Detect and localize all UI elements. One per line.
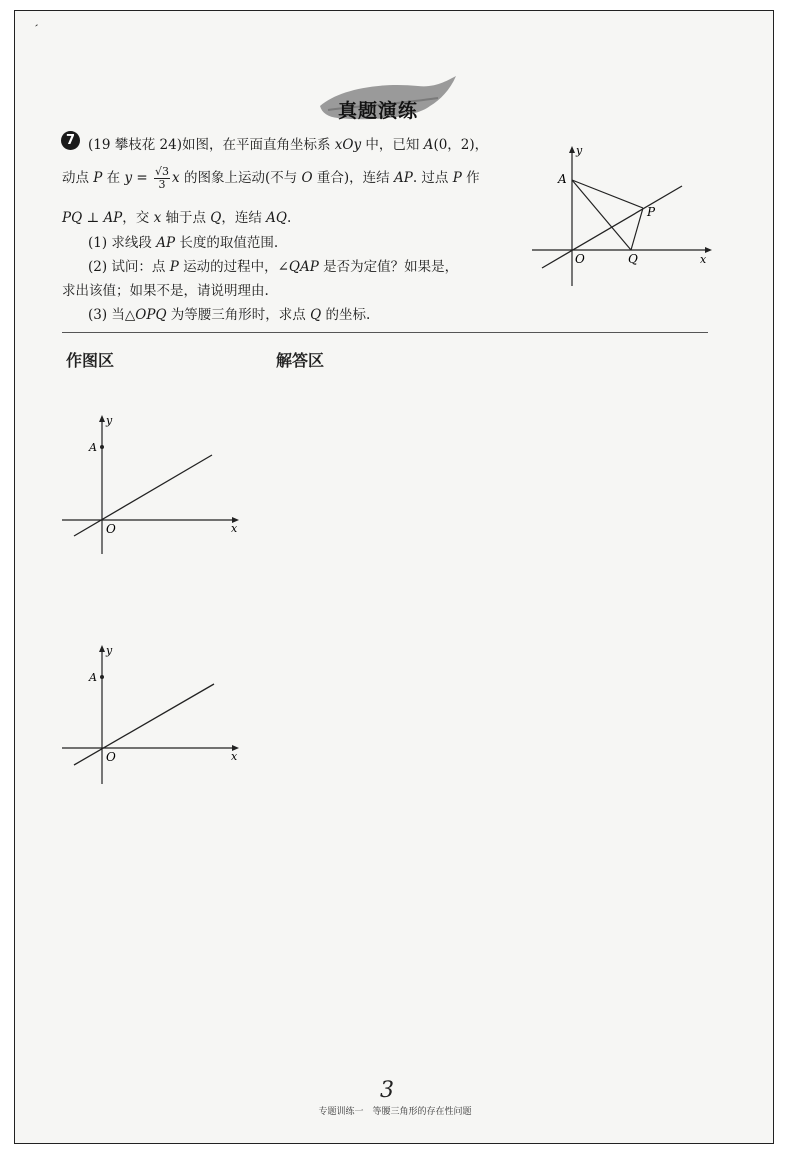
drawing-figure-1 bbox=[58, 410, 248, 560]
drawing-figure-2 bbox=[58, 640, 248, 790]
label-y: y bbox=[576, 144, 583, 157]
label-A: A bbox=[89, 441, 97, 454]
fraction: $\frac{√3}{3}$ bbox=[155, 165, 170, 191]
question-line-1: (19 攀枝花 24)如图，在平面直角坐标系 xOy 中，已知 A(0，2)， bbox=[88, 137, 489, 153]
page-number: 3 bbox=[380, 1078, 394, 1103]
segment-AQ bbox=[572, 180, 631, 250]
label-O: O bbox=[575, 252, 585, 266]
footer-title: 专题训练一 等腰三角形的存在性问题 bbox=[318, 1107, 472, 1117]
label-O: O bbox=[106, 522, 116, 536]
question-source: (19 攀枝花 24) bbox=[88, 137, 182, 153]
point-A bbox=[100, 445, 104, 449]
label-A: A bbox=[558, 172, 567, 186]
question-number-badge: 7 bbox=[61, 131, 80, 150]
label-O: O bbox=[106, 750, 116, 764]
question-figure bbox=[528, 140, 718, 290]
question-line-3: PQ ⊥ AP，交 x 轴于点 Q，连结 AQ. bbox=[62, 210, 292, 226]
label-Q: Q bbox=[628, 252, 638, 266]
segment-AP bbox=[572, 180, 643, 208]
y-axis-arrow bbox=[99, 415, 105, 422]
label-P: P bbox=[647, 205, 656, 219]
corner-mark: ′ bbox=[31, 21, 40, 37]
point-A bbox=[100, 675, 104, 679]
label-x: x bbox=[231, 750, 238, 763]
graph-line bbox=[74, 455, 212, 536]
divider bbox=[62, 332, 708, 333]
question-part-2-cont: 求出该值；如果不是，请说明理由. bbox=[62, 283, 269, 299]
label-x: x bbox=[700, 253, 707, 266]
y-axis-arrow bbox=[569, 146, 575, 153]
y-axis-arrow bbox=[99, 645, 105, 652]
label-A: A bbox=[89, 671, 97, 684]
question-part-2: (2) 试问：点 P 运动的过程中，∠QAP 是否为定值？如果是， bbox=[88, 259, 459, 275]
question-part-1: (1) 求线段 AP 长度的取值范围. bbox=[88, 235, 279, 251]
drawing-area-title: 作图区 bbox=[66, 351, 115, 370]
label-y: y bbox=[106, 644, 113, 657]
question-line-2: 动点 P 在 y = $\frac{√3}{3}$ x 的图象上运动(不与 O 重合)，连结 AP. 过点 P 作 bbox=[62, 165, 480, 191]
banner-title: 真题演练 bbox=[338, 100, 419, 122]
label-x: x bbox=[231, 522, 238, 535]
label-y: y bbox=[106, 414, 113, 427]
graph-line bbox=[74, 684, 214, 765]
question-part-3: (3) 当△OPQ 为等腰三角形时，求点 Q 的坐标. bbox=[88, 307, 371, 323]
answer-area-title: 解答区 bbox=[276, 351, 325, 370]
